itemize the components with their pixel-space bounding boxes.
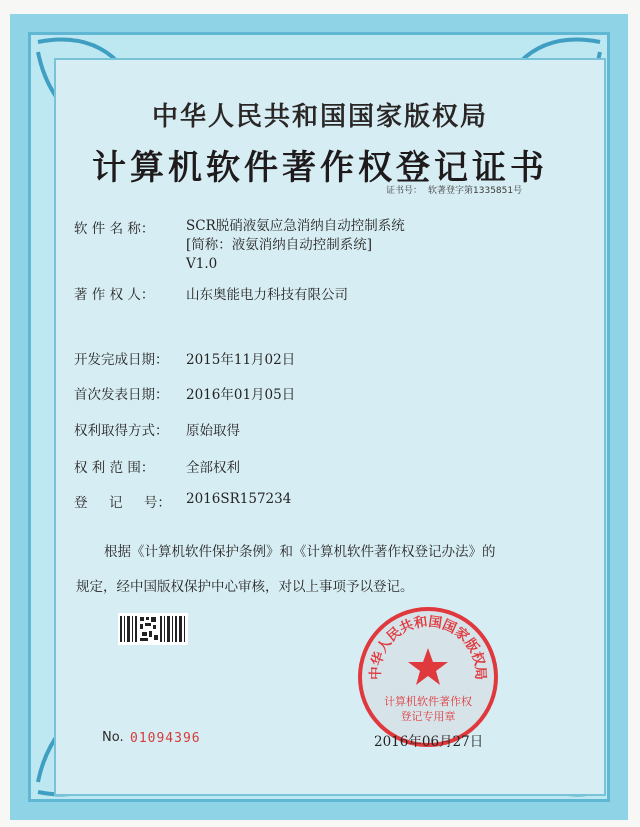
cert-no-label: 证书号： <box>386 186 423 196</box>
rights-scope-value: 全部权利 <box>186 460 240 476</box>
cert-no-value: 软著登字第1335851号 <box>428 186 523 196</box>
seal-line-1: 计算机软件著作权 <box>384 695 472 708</box>
statement-line-1: 根据《计算机软件保护条例》和《计算机软件著作权登记办法》的 <box>104 544 496 560</box>
software-name-line: SCR脱硝液氨应急消纳自动控制系统 <box>186 218 405 234</box>
completion-date-label: 开发完成日期： <box>74 352 169 368</box>
seal-ring-text: 中华人民共和国国家版权局 <box>367 613 489 681</box>
barcode-icon <box>118 613 188 645</box>
copyright-owner-label: 著 作 权 人： <box>74 287 155 303</box>
publication-date-value: 2016年01月05日 <box>186 387 296 403</box>
acquisition-method-label: 权利取得方式： <box>74 423 169 439</box>
seal-line-2: 登记专用章 <box>400 710 456 723</box>
official-seal-icon <box>355 604 501 750</box>
issuer-title: 中华人民共和国国家版权局 <box>151 102 488 132</box>
software-version: V1.0 <box>186 256 218 272</box>
issue-date: 2016年06月27日 <box>374 734 484 750</box>
decorative-border <box>10 14 628 820</box>
software-name-value <box>186 217 405 274</box>
certificate-title: 计算机软件著作权登记证书 <box>92 148 548 188</box>
software-name-label: 软 件 名 称： <box>74 221 155 237</box>
acquisition-method-value: 原始取得 <box>186 423 240 439</box>
registration-no-label: 登 记 号： <box>74 495 171 511</box>
serial-no-label: No. <box>102 730 124 745</box>
copyright-owner-value: 山东奥能电力科技有限公司 <box>186 287 348 303</box>
certificate-number <box>386 183 522 196</box>
software-short-name: [简称：液氨消纳自动控制系统] <box>186 237 373 253</box>
statement-line-2: 规定，经中国版权保护中心审核，对以上事项予以登记。 <box>76 579 414 595</box>
publication-date-label: 首次发表日期： <box>74 387 169 403</box>
serial-no-value: 01094396 <box>130 731 201 746</box>
rights-scope-label: 权 利 范 围： <box>74 460 155 476</box>
completion-date-value: 2015年11月02日 <box>186 352 296 368</box>
registration-no-value: 2016SR157234 <box>186 491 292 507</box>
